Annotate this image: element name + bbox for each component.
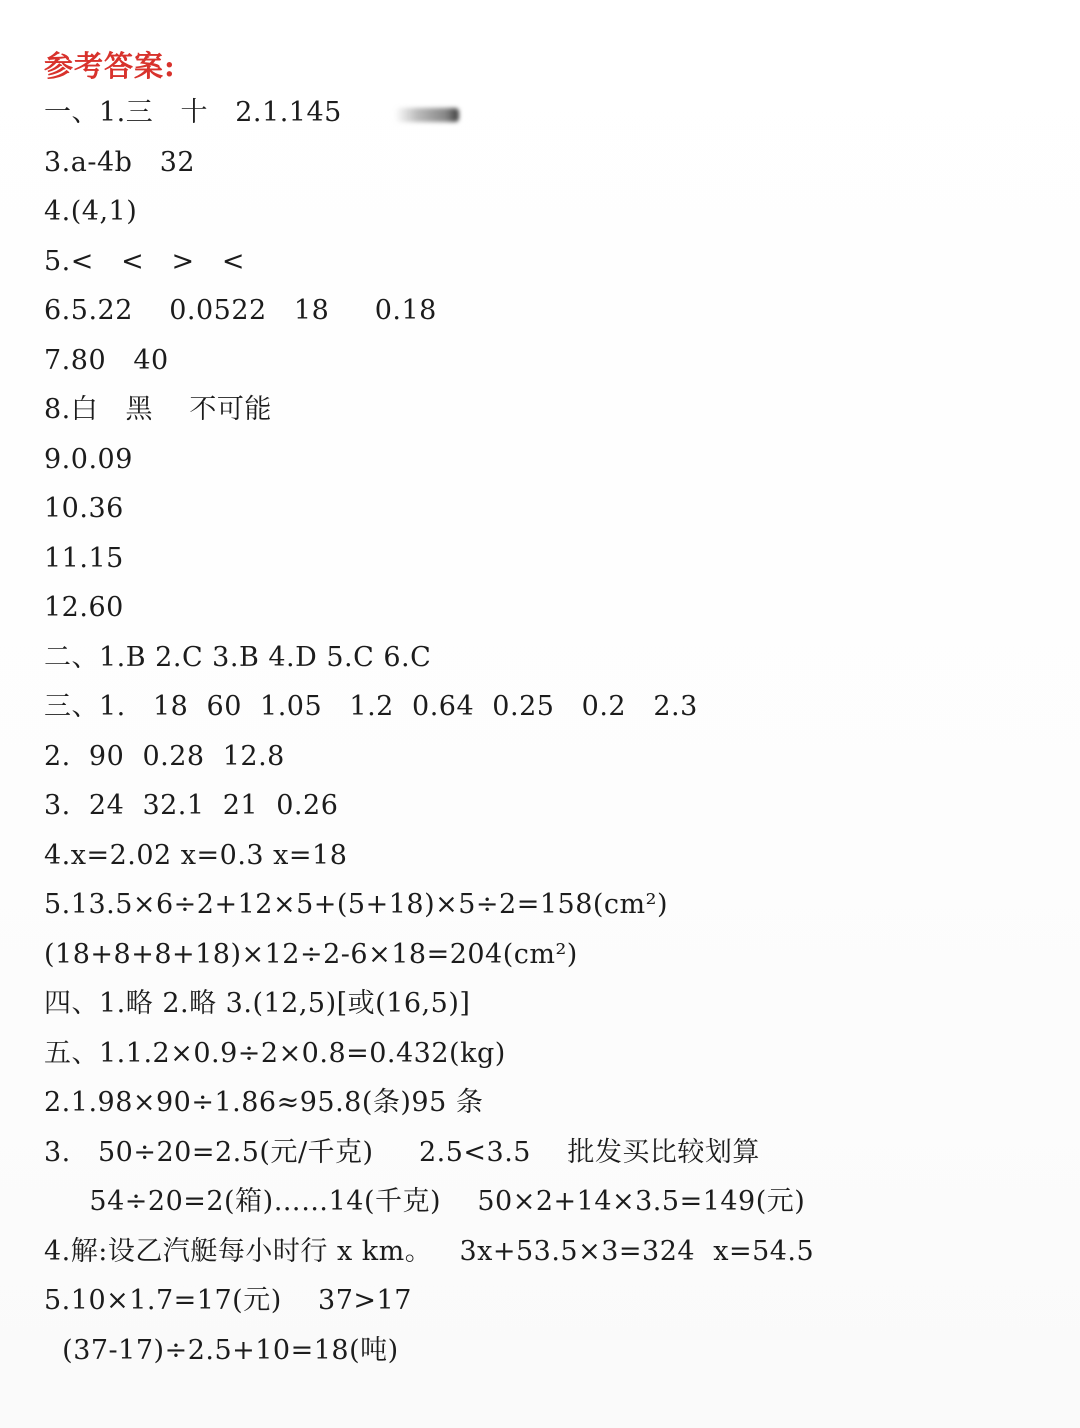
answer-line-6: 7.80 40 [44,345,169,376]
answer-line-7: 8.白 黑 不可能 [44,394,272,425]
answer-line-20: 五、1.1.2×0.9÷2×0.8=0.432(kg) [44,1038,506,1069]
answer-line-16: 4.x=2.02 x=0.3 x=18 [44,840,348,871]
answer-line-26: (37-17)÷2.5+10=18(吨) [44,1335,399,1366]
answer-line-15: 3. 24 32.1 21 0.26 [44,790,339,821]
answer-line-18: (18+8+8+18)×12÷2-6×18=204(cm²) [44,939,578,970]
answer-line-11: 12.60 [44,592,124,623]
answer-key-title: 参考答案: [44,49,176,83]
answer-line-19: 四、1.略 2.略 3.(12,5)[或(16,5)] [44,988,471,1019]
answer-line-1: 一、1.三 十 2.1.145 [44,97,342,128]
answer-line-12: 二、1.B 2.C 3.B 4.D 5.C 6.C [44,642,432,673]
answer-line-17: 5.13.5×6÷2+12×5+(5+18)×5÷2=158(cm²) [44,889,668,920]
answer-line-25: 5.10×1.7=17(元) 37>17 [44,1285,412,1316]
blurred-mark [395,108,459,122]
answer-line-10: 11.15 [44,543,124,574]
answer-line-2: 3.a-4b 32 [44,147,196,178]
answer-line-5: 6.5.22 0.0522 18 0.18 [44,295,437,326]
answer-line-4: 5.< < > < [44,246,245,277]
answer-line-13: 三、1. 18 60 1.05 1.2 0.64 0.25 0.2 2.3 [44,691,698,722]
answer-line-24: 4.解:设乙汽艇每小时行 x km。 3x+53.5×3=324 x=54.5 [44,1236,815,1267]
answer-line-23: 54÷20=2(箱)……14(千克) 50×2+14×3.5=149(元) [44,1186,806,1217]
answer-line-14: 2. 90 0.28 12.8 [44,741,285,772]
answer-line-3: 4.(4,1) [44,196,138,227]
answer-line-21: 2.1.98×90÷1.86≈95.8(条)95 条 [44,1087,484,1118]
answer-line-9: 10.36 [44,493,124,524]
answer-line-8: 9.0.09 [44,444,133,475]
answer-line-22: 3. 50÷20=2.5(元/千克) 2.5<3.5 批发买比较划算 [44,1137,760,1168]
